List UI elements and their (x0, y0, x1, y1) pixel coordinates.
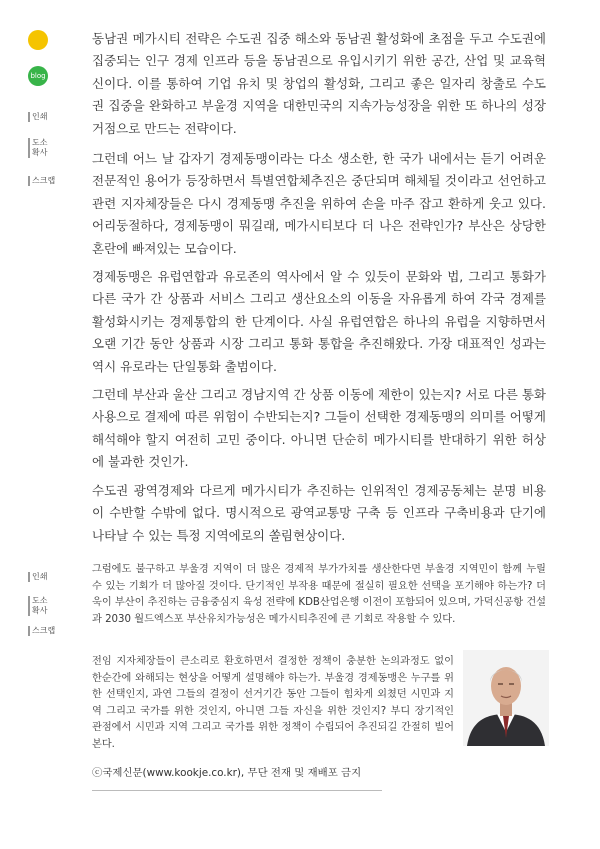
font-size-label-bottom: 도소 확사 (32, 596, 48, 615)
print-label-bottom: 인쇄 (32, 572, 48, 581)
article-paragraph-3: 경제동맹은 유럽연합과 유로존의 역사에서 알 수 있듯이 문화와 법, 그리고 통화가 다른 국가 간 상품과 서비스 그리고 생산요소의 이동을 자유롭게 하여 각국 경제를 활성화시키는 경제통합의 한 단계이다. 사실 유럽연합은 하나의 유럽을 지향하면서 오랜 기간 동안 상품과 시장 그리고 통화 통합을 추진해왔다. 가장 대표적인 성과는 역시 유로라는 단일통화 출범이다. (92, 269, 546, 374)
scrap-button[interactable] (28, 176, 56, 186)
author-photo (463, 650, 549, 746)
article-paragraph-6: 그럼에도 불구하고 부울경 지역이 더 많은 경제적 부가가치를 생산한다면 부울경 지역민이 함께 누릴 수 있는 기회가 더 많아질 것이다. 단기적인 부작용 때문에 절실히 필요한 선택을 포기해야 하는가? 더욱이 부산이 추진하는 금융중심지 육성 전략에 KDB산업은행 이전이 포함되어 있으며, 가덕신공항 건설과 2030 월드엑스포 부산유치가능성은 메가시티추진에 큰 기회로 작용할 수 있다. (92, 564, 547, 625)
font-size-label: 도소 확사 (32, 138, 48, 157)
article-paragraph-5: 수도권 광역경제와 다르게 메가시티가 추진하는 인위적인 경제공동체는 분명 비용이 수반할 수밖에 없다. 명시적으로 광역교통망 구축 등 인프라 구축비용과 단기에 나타날 수 있는 특정 지역에로의 쏠림현상이다. (92, 483, 546, 543)
blog-icon[interactable] (28, 66, 48, 86)
article-paragraph-1: 동남권 메가시티 전략은 수도권 집중 해소와 동남권 활성화에 초점을 두고 수도권에 집중되는 인구 경제 인프라 등을 동남권으로 유입시키기 위한 공간, 산업 및 교육혁신이다. 이를 통하여 기업 유치 및 창업의 활성화, 그리고 좋은 일자리 창출로 수도권 집중을 완화하고 부울경 지역을 대한민국의 지속가능성장을 위한 또 하나의 성장거점으로 만드는 전략이다. (92, 31, 546, 136)
share-badge-icon[interactable] (28, 30, 48, 50)
font-size-button[interactable] (28, 138, 52, 158)
font-size-button-bottom[interactable] (28, 596, 52, 616)
print-label: 인쇄 (32, 112, 48, 121)
cut-off-line (92, 790, 382, 794)
article-paragraph-4: 그런데 부산과 울산 그리고 경남지역 간 상품 이동에 제한이 있는지? 서로 다른 통화 사용으로 결제에 따른 위험이 수반되는지? 그들이 선택한 경제동맹의 의미를 어떻게 해석해야 할지 여전히 고민 중이다. 아니면 단순히 메가시티를 반대하기 위한 허상에 불과한 것인가. (92, 387, 546, 470)
scrap-label-bottom: 스크랩 (32, 626, 56, 635)
scrap-label: 스크랩 (32, 176, 56, 185)
print-button-bottom[interactable] (28, 572, 52, 582)
article-paragraph-7: 전임 지자체장들이 큰소리로 환호하면서 결정한 정책이 충분한 논의과정도 없이 한순간에 와해되는 현상을 어떻게 설명해야 하는가. 부울경 경제동맹은 누구를 위한 선택인지, 과연 그들의 결정이 선거기간 동안 그들이 힘차게 외쳤던 시민과 지역 그리고 국가를 위한 것인지, 아니면 그들 자신을 위한 것인지? 부디 장기적인 관점에서 시민과 지역 그리고 국가를 위한 정책이 수립되어 추진되길 간절히 빌어본다. (92, 656, 454, 750)
print-button[interactable] (28, 112, 52, 122)
copyright-notice: ⓒ국제신문(www.kookje.co.kr), 무단 전재 및 재배포 금지 (92, 767, 362, 779)
scrap-button-bottom[interactable] (28, 626, 56, 636)
article-paragraph-2: 그런데 어느 날 갑자기 경제동맹이라는 다소 생소한, 한 국가 내에서는 듣기 어려운 전문적인 용어가 등장하면서 특별연합체추진은 중단되며 해체될 것이라고 선언하고 관련 지자체장들은 다시 경제동맹 추진을 위하여 손을 마주 잡고 환하게 웃고 있다. 어리둥절하다, 경제동맹이 뭐길래, 메가시티보다 더 나은 전략인가? 부산은 상당한 혼란에 빠져있는 모습이다. (92, 151, 546, 256)
blog-label: blog (30, 72, 46, 80)
